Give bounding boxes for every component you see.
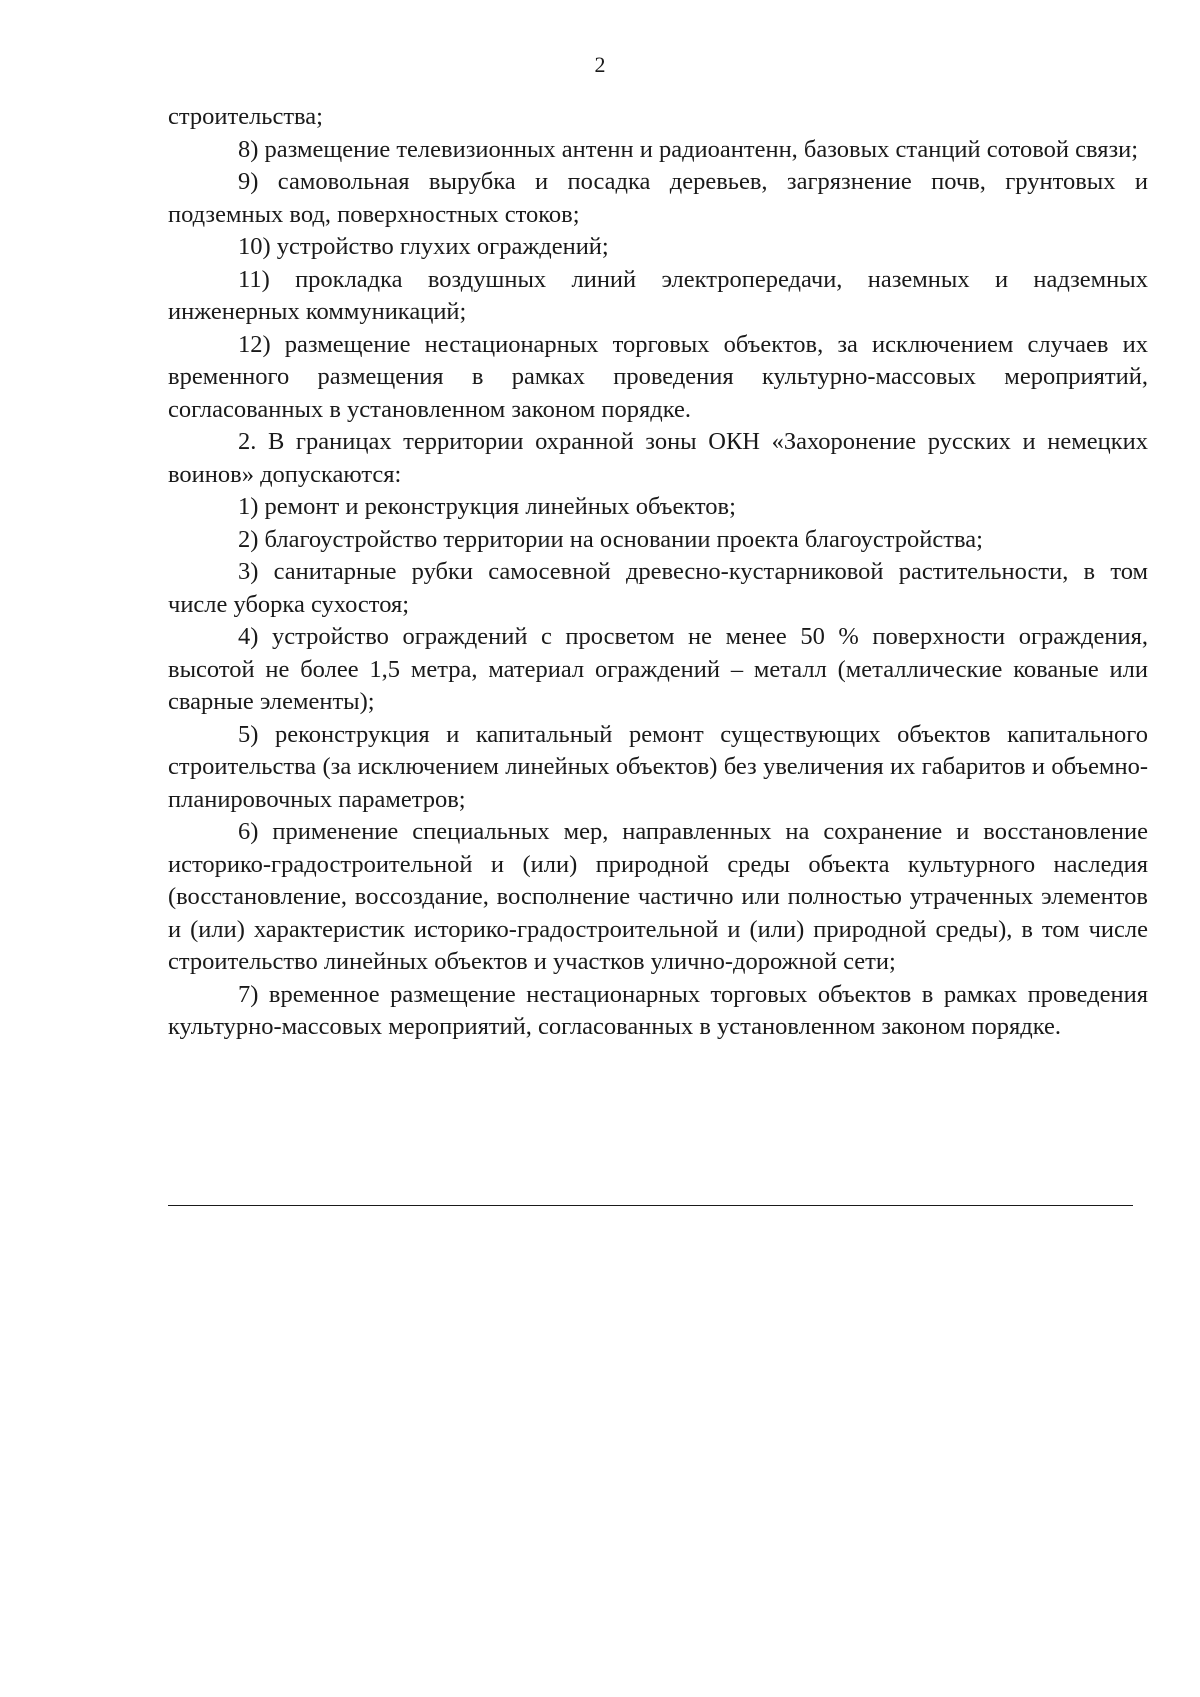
paragraph-allowed-1: 1) ремонт и реконструкция линейных объектов; xyxy=(238,493,736,520)
paragraph-item-11: 11) прокладка воздушных линий электропередачи, наземных и надземных инженерных коммуникаций; xyxy=(168,265,1148,325)
page-number: 2 xyxy=(594,52,606,77)
paragraph-item-10: 10) устройство глухих ограждений; xyxy=(238,233,609,260)
paragraph-item-9: 9) самовольная вырубка и посадка деревьев, загрязнение почв, грунтовых и подземных вод, поверхностных стоков; xyxy=(168,168,1148,228)
document-body xyxy=(168,101,1148,1044)
paragraph-continuation: строительства; xyxy=(168,103,323,130)
paragraph-item-8: 8) размещение телевизионных антенн и радиоантенн, базовых станций сотовой связи; xyxy=(238,135,1139,163)
paragraph-allowed-3: 3) санитарные рубки самосевной древесно-кустарниковой растительности, в том числе уборка сухостоя; xyxy=(168,558,1148,618)
paragraph-item-12: 12) размещение нестационарных торговых объектов, за исключением случаев их временного размещения в рамках проведения культурно-массовых мероприятий, согласованных в установленном законом порядке. xyxy=(168,330,1148,423)
end-of-document-rule xyxy=(168,1205,1133,1206)
paragraph-allowed-2: 2) благоустройство территории на основании проекта благоустройства; xyxy=(238,525,983,553)
paragraph-allowed-7: 7) временное размещение нестационарных торговых объектов в рамках проведения культурно-массовых мероприятий, согласованных в установленном законом порядке. xyxy=(168,980,1148,1040)
paragraph-allowed-6: 6) применение специальных мер, направленных на сохранение и восстановление историко-градостроительной и (или) природной среды объекта культурного наследия (восстановление, воссоздание, восполнение частично или полностью утраченных элементов и (или) характеристик историко-градостроительной и (или) природной среды), в том числе строительство линейных объектов и участков улично-дорожной сети; xyxy=(168,818,1148,975)
paragraph-allowed-4: 4) устройство ограждений с просветом не менее 50 % поверхности ограждения, высотой не более 1,5 метра, материал ограждений – металл (металлические кованые или сварные элементы); xyxy=(168,623,1148,715)
paragraph-section-2: 2. В границах территории охранной зоны ОКН «Захоронение русских и немецких воинов» допускаются: xyxy=(168,428,1148,488)
paragraph-allowed-5: 5) реконструкция и капитальный ремонт существующих объектов капитального строительства (за исключением линейных объектов) без увеличения их габаритов и объемно-планировочных параметров; xyxy=(168,720,1148,813)
